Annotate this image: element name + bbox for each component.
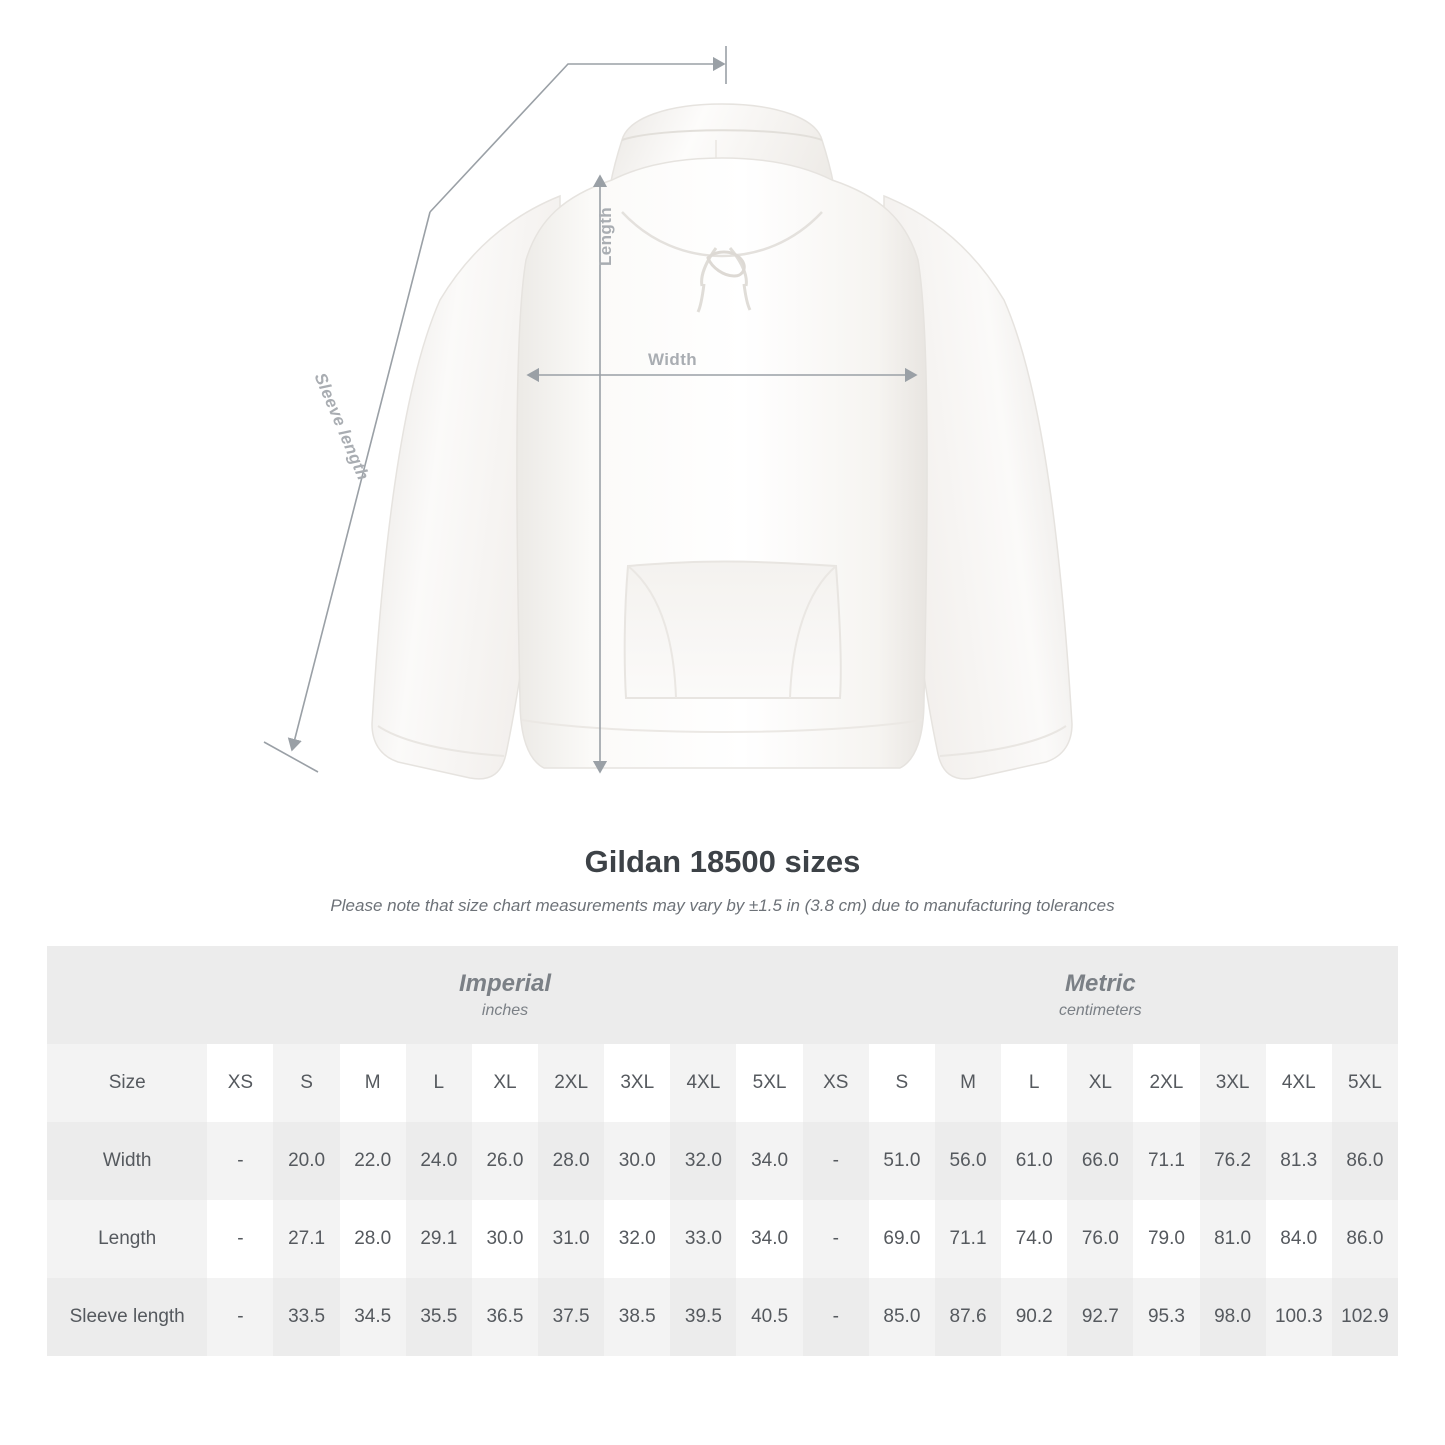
cell-width-imperial-4xl: 32.0: [670, 1122, 736, 1200]
size-table: [47, 946, 1398, 1356]
cell-width-metric-xl: 66.0: [1067, 1122, 1133, 1200]
cell-width-metric-s: 51.0: [869, 1122, 935, 1200]
cell-sleeve-imperial-5xl: 40.5: [736, 1278, 802, 1356]
cell-width-imperial-m: 22.0: [340, 1122, 406, 1200]
cell-width-imperial-l: 24.0: [406, 1122, 472, 1200]
cell-length-imperial-2xl: 31.0: [538, 1200, 604, 1278]
cell-length-imperial-xl: 30.0: [472, 1200, 538, 1278]
tolerance-note: Please note that size chart measurements may vary by ±1.5 in (3.8 cm) due to manufacturing tolerances: [330, 896, 1115, 915]
cell-width-metric-m: 56.0: [935, 1122, 1001, 1200]
cell-sleeve-metric-4xl: 100.3: [1266, 1278, 1332, 1356]
header-metric-3xl: 3XL: [1200, 1044, 1266, 1122]
label-length: Length: [596, 206, 615, 266]
table-row-length: [47, 1200, 1398, 1278]
cell-length-metric-5xl: 86.0: [1332, 1200, 1398, 1278]
cell-width-metric-4xl: 81.3: [1266, 1122, 1332, 1200]
cell-sleeve-metric-xl: 92.7: [1067, 1278, 1133, 1356]
hoodie-body: [372, 104, 1072, 779]
header-imperial-5xl: 5XL: [736, 1044, 802, 1122]
cell-width-imperial-s: 20.0: [273, 1122, 339, 1200]
cell-width-imperial-5xl: 34.0: [736, 1122, 802, 1200]
page-title: Gildan 18500 sizes: [584, 844, 861, 879]
header-imperial-m: M: [340, 1044, 406, 1122]
cell-length-imperial-3xl: 32.0: [604, 1200, 670, 1278]
cell-length-imperial-xs: -: [207, 1200, 273, 1278]
cell-sleeve-metric-2xl: 95.3: [1133, 1278, 1199, 1356]
cell-length-imperial-s: 27.1: [273, 1200, 339, 1278]
unit-header-imperial: [207, 946, 802, 1044]
table-row-width: [47, 1122, 1398, 1200]
cell-width-imperial-xs: -: [207, 1122, 273, 1200]
header-imperial-xl: XL: [472, 1044, 538, 1122]
cell-length-metric-xl: 76.0: [1067, 1200, 1133, 1278]
header-imperial-3xl: 3XL: [604, 1044, 670, 1122]
label-width: Width: [648, 350, 698, 369]
unit-header-row: [47, 946, 1398, 1044]
cell-width-metric-xs: -: [803, 1122, 869, 1200]
cell-length-metric-s: 69.0: [869, 1200, 935, 1278]
header-metric-xs: XS: [803, 1044, 869, 1122]
cell-sleeve-imperial-xl: 36.5: [472, 1278, 538, 1356]
cell-sleeve-metric-3xl: 98.0: [1200, 1278, 1266, 1356]
cell-width-imperial-3xl: 30.0: [604, 1122, 670, 1200]
cell-sleeve-imperial-xs: -: [207, 1278, 273, 1356]
unit-sub-imperial: inches: [481, 1002, 529, 1020]
cell-sleeve-metric-s: 85.0: [869, 1278, 935, 1356]
cell-sleeve-imperial-s: 33.5: [273, 1278, 339, 1356]
row-label-length: Length: [47, 1200, 207, 1278]
header-metric-xl: XL: [1067, 1044, 1133, 1122]
cell-length-metric-xs: -: [803, 1200, 869, 1278]
title-block: [0, 844, 1445, 916]
cell-width-metric-3xl: 76.2: [1200, 1122, 1266, 1200]
header-metric-s: S: [869, 1044, 935, 1122]
unit-name-imperial: Imperial: [458, 969, 552, 997]
cell-sleeve-imperial-l: 35.5: [406, 1278, 472, 1356]
header-size: Size: [47, 1044, 207, 1122]
unit-header-spacer: [47, 946, 207, 1044]
cell-length-imperial-l: 29.1: [406, 1200, 472, 1278]
cell-sleeve-imperial-2xl: 37.5: [538, 1278, 604, 1356]
cell-length-imperial-4xl: 33.0: [670, 1200, 736, 1278]
size-table-wrapper: [47, 946, 1398, 1356]
header-imperial-l: L: [406, 1044, 472, 1122]
header-metric-m: M: [935, 1044, 1001, 1122]
cell-width-metric-2xl: 71.1: [1133, 1122, 1199, 1200]
cell-sleeve-imperial-3xl: 38.5: [604, 1278, 670, 1356]
row-label-width: Width: [47, 1122, 207, 1200]
unit-name-metric: Metric: [1065, 969, 1136, 997]
unit-header-metric: [803, 946, 1398, 1044]
cell-width-imperial-2xl: 28.0: [538, 1122, 604, 1200]
header-metric-5xl: 5XL: [1332, 1044, 1398, 1122]
cell-length-imperial-5xl: 34.0: [736, 1200, 802, 1278]
cell-length-metric-2xl: 79.0: [1133, 1200, 1199, 1278]
table-row-sleeve-length: [47, 1278, 1398, 1356]
cell-sleeve-metric-xs: -: [803, 1278, 869, 1356]
cell-sleeve-metric-l: 90.2: [1001, 1278, 1067, 1356]
header-imperial-xs: XS: [207, 1044, 273, 1122]
header-metric-l: L: [1001, 1044, 1067, 1122]
header-imperial-4xl: 4XL: [670, 1044, 736, 1122]
cell-sleeve-metric-5xl: 102.9: [1332, 1278, 1398, 1356]
cell-width-metric-5xl: 86.0: [1332, 1122, 1398, 1200]
header-metric-2xl: 2XL: [1133, 1044, 1199, 1122]
header-imperial-s: S: [273, 1044, 339, 1122]
cell-sleeve-imperial-m: 34.5: [340, 1278, 406, 1356]
cell-length-metric-4xl: 84.0: [1266, 1200, 1332, 1278]
cell-sleeve-metric-m: 87.6: [935, 1278, 1001, 1356]
header-metric-4xl: 4XL: [1266, 1044, 1332, 1122]
row-label-sleeve-length: Sleeve length: [47, 1278, 207, 1356]
cell-width-imperial-xl: 26.0: [472, 1122, 538, 1200]
cell-width-metric-l: 61.0: [1001, 1122, 1067, 1200]
cell-length-metric-3xl: 81.0: [1200, 1200, 1266, 1278]
cell-length-imperial-m: 28.0: [340, 1200, 406, 1278]
label-sleeve-length: Sleeve length: [310, 370, 373, 484]
header-imperial-2xl: 2XL: [538, 1044, 604, 1122]
unit-sub-metric: centimeters: [1058, 1002, 1142, 1020]
cell-length-metric-l: 74.0: [1001, 1200, 1067, 1278]
cell-sleeve-imperial-4xl: 39.5: [670, 1278, 736, 1356]
size-header-row: [47, 1044, 1398, 1122]
cell-length-metric-m: 71.1: [935, 1200, 1001, 1278]
